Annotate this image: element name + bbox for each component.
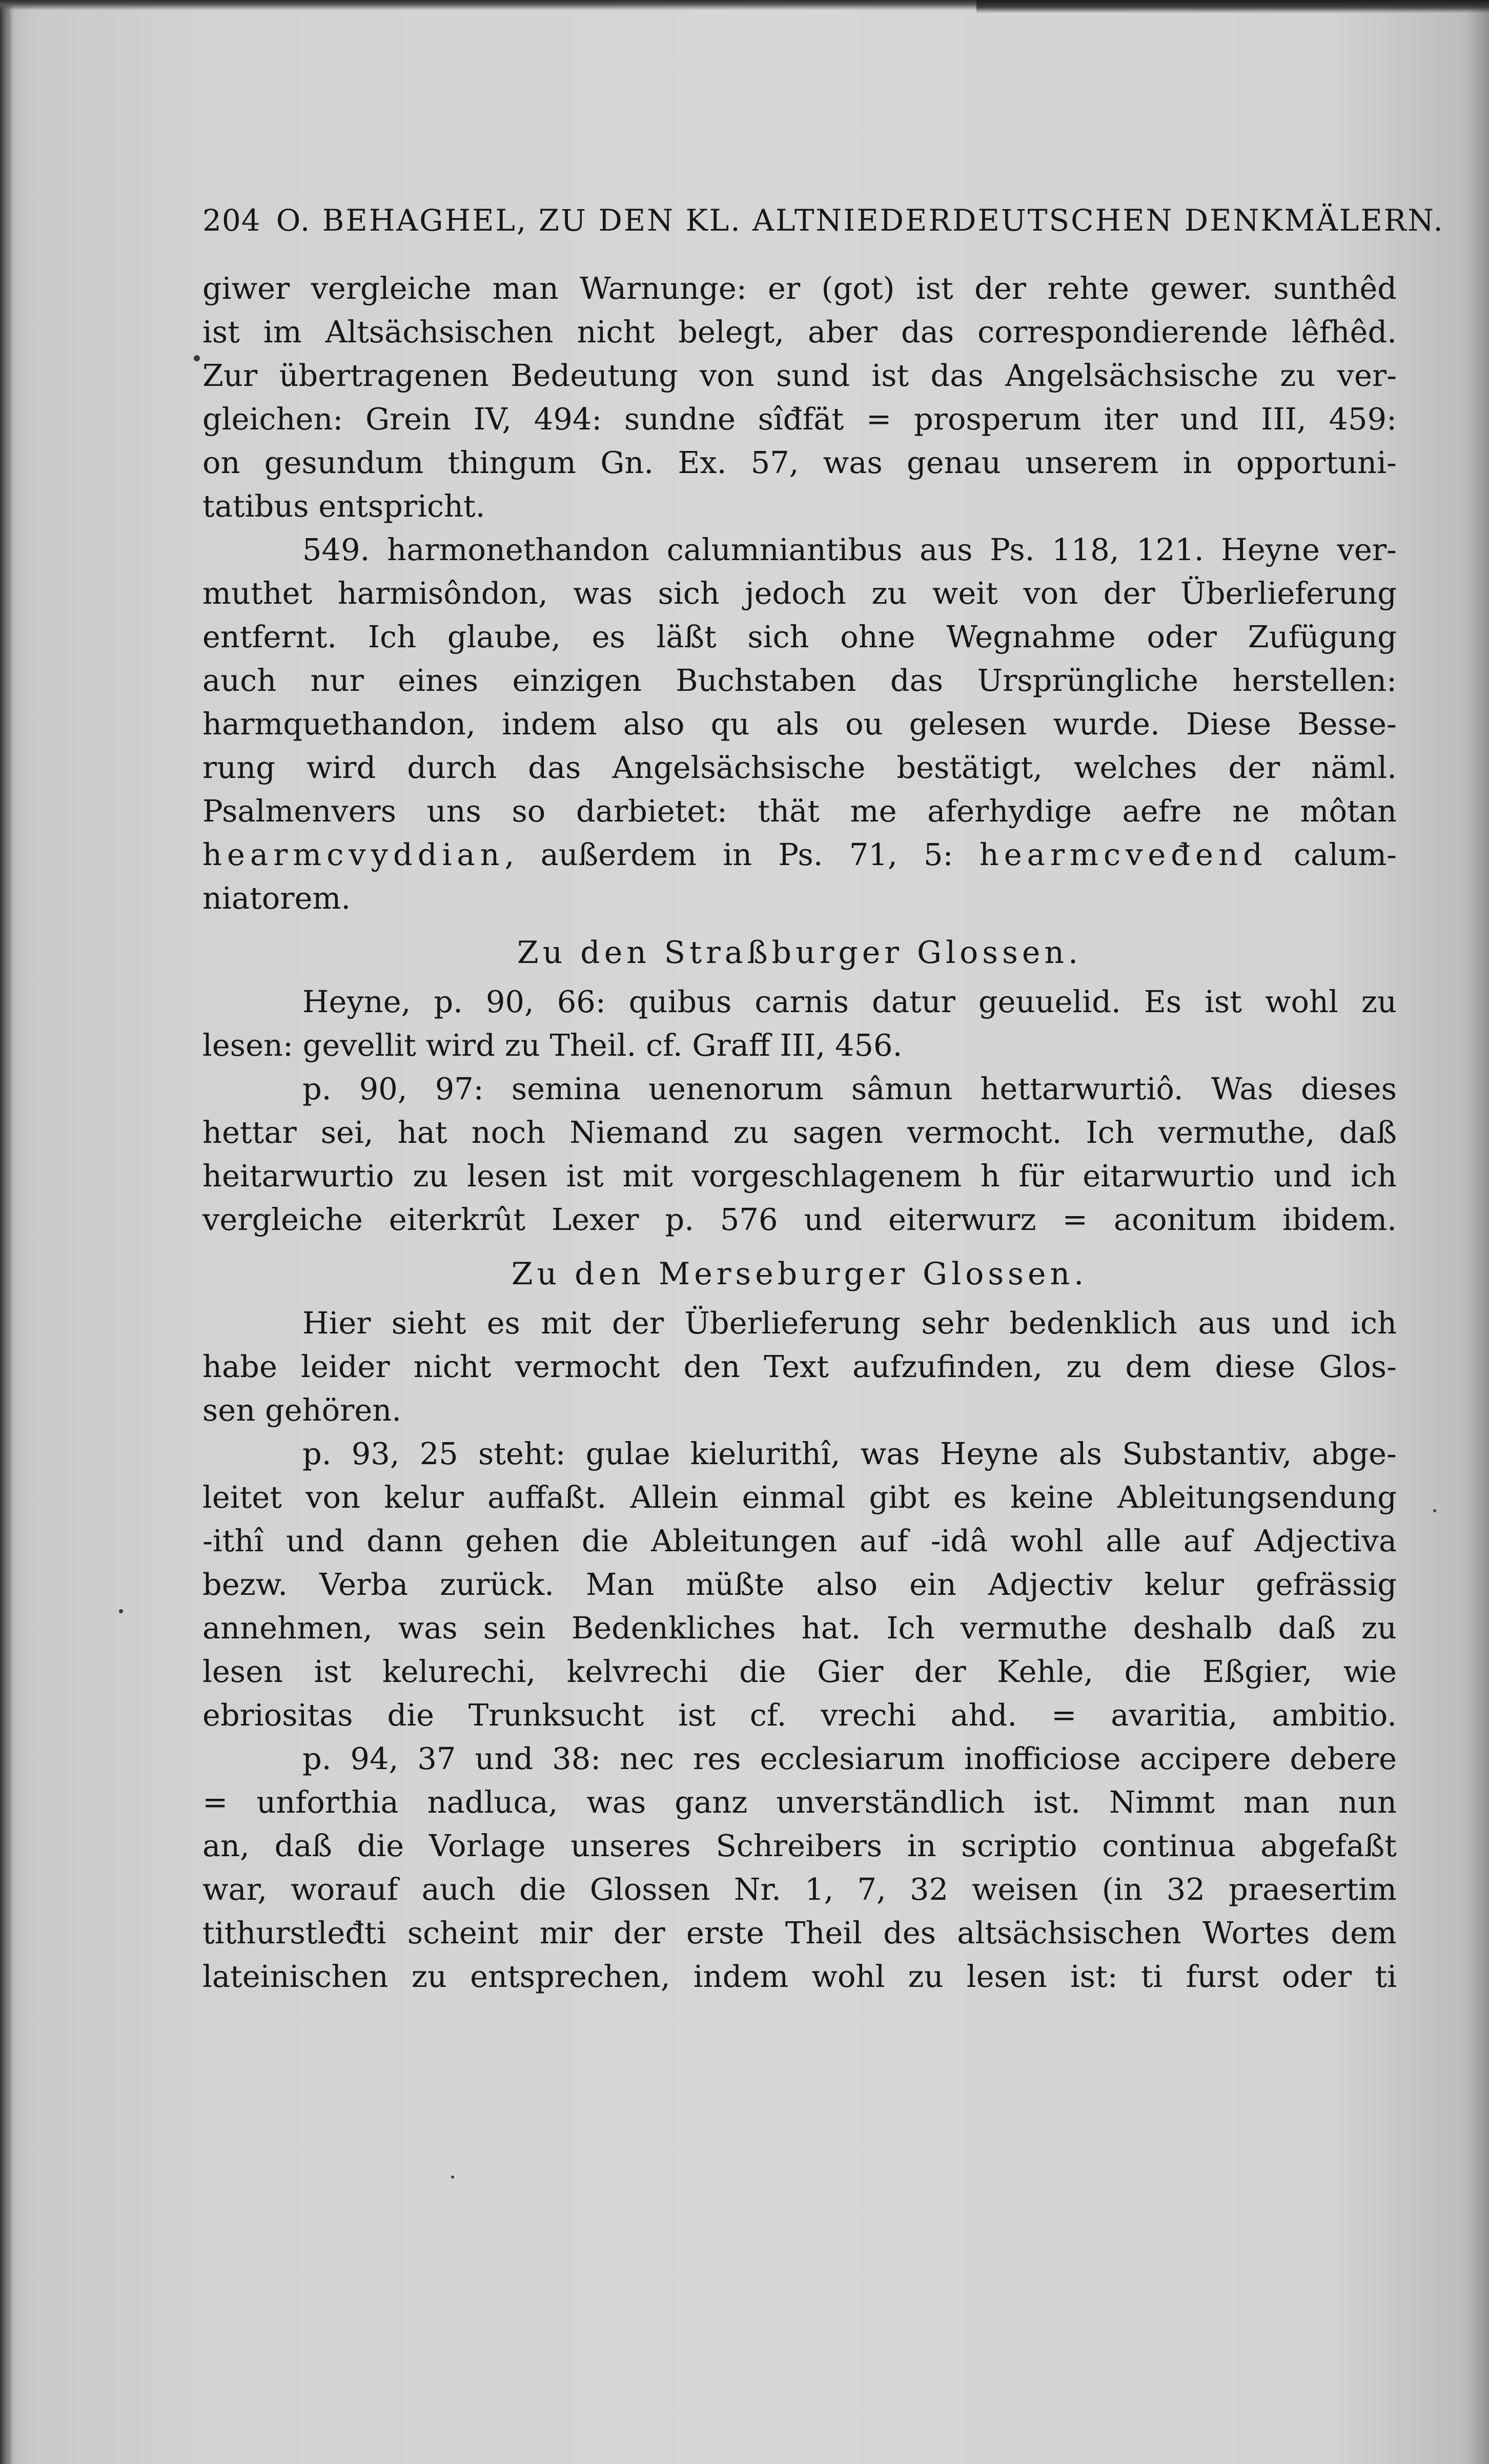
running-header xyxy=(202,200,1444,241)
text-line: ist im Altsächsischen nicht belegt, aber das correspondierende lêfhêd. xyxy=(202,314,1397,350)
text-line: gleichen: Grein IV, 494: sundne sîđfät = prosperum iter und III, 459: xyxy=(202,401,1397,437)
text-line: rung wird durch das Angelsächsische bestätigt, welches der näml. xyxy=(202,750,1397,785)
text-line: giwer vergleiche man Warnunge: er (got) ist der rehte gewer. sunthêd xyxy=(202,271,1397,306)
page-number: 204 xyxy=(202,203,261,238)
scan-speck xyxy=(1433,1509,1436,1512)
text-line: = unforthia nadluca, was ganz unverständlich ist. Nimmt man nun xyxy=(202,1784,1397,1820)
body-text xyxy=(202,266,1397,1998)
text-line: Zur übertragenen Bedeutung von sund ist das Angelsächsische zu ver- xyxy=(202,358,1397,393)
text-line: Psalmenvers uns so darbietet: thät me aferhydige aefre ne môtan xyxy=(202,793,1397,829)
text-line: annehmen, was sein Bedenkliches hat. Ich vermuthe deshalb daß zu xyxy=(202,1610,1397,1646)
text-line: p. 90, 97: semina uenenorum sâmun hettarwurtiô. Was dieses xyxy=(302,1071,1397,1106)
spaced-term: hearmcvyddian xyxy=(202,837,505,872)
scan-top-edge xyxy=(0,0,1489,10)
text-line: auch nur eines einzigen Buchstaben das Ursprüngliche herstellen: xyxy=(202,663,1397,698)
text-line: Hier sieht es mit der Überlieferung sehr bedenklich aus und ich xyxy=(302,1305,1397,1341)
text-line-mixed xyxy=(202,833,1397,876)
section-heading: Zu den Straßburger Glossen. xyxy=(517,935,1083,971)
text-line: Heyne, p. 90, 66: quibus carnis datur geuuelid. Es ist wohl zu xyxy=(302,984,1397,1019)
text-line: lateinischen zu entsprechen, indem wohl zu lesen ist: ti furst oder ti xyxy=(202,1959,1397,1994)
text-line: tatibus entspricht. xyxy=(202,488,485,524)
text-line: habe leider nicht vermocht den Text aufzufinden, zu dem diese Glos- xyxy=(202,1349,1397,1384)
text-segment: calum- xyxy=(1267,837,1397,872)
section-heading: Zu den Merseburger Glossen. xyxy=(511,1256,1088,1292)
scan-speck xyxy=(119,1609,123,1613)
text-line: an, daß die Vorlage unseres Schreibers in scriptio continua abgefaßt xyxy=(202,1828,1397,1863)
text-line: muthet harmisôndon, was sich jedoch zu weit von der Überlieferung xyxy=(202,576,1397,611)
text-line: war, worauf auch die Glossen Nr. 1, 7, 32 weisen (in 32 praesertim xyxy=(202,1872,1397,1907)
text-line: niatorem. xyxy=(202,880,351,916)
text-line: entfernt. Ich glaube, es läßt sich ohne Wegnahme oder Zufügung xyxy=(202,619,1397,654)
text-line: lesen ist kelurechi, kelvrechi die Gier der Kehle, die Eßgier, wie xyxy=(202,1654,1397,1689)
scan-speck xyxy=(451,2175,454,2179)
text-line: ebriositas die Trunksucht ist cf. vrechi ahd. = avaritia, ambitio. xyxy=(202,1697,1397,1733)
spacer xyxy=(202,1241,1397,1247)
text-line: sen gehören. xyxy=(202,1392,402,1428)
book-page xyxy=(202,200,1444,1998)
text-line: -ithî und dann gehen die Ableitungen auf -idâ wohl alle auf Adjectiva xyxy=(202,1523,1397,1558)
text-line: p. 94, 37 und 38: nec res ecclesiarum inofficiose accipere debere xyxy=(302,1741,1397,1776)
text-line: heitarwurtio zu lesen ist mit vorgeschlagenem h für eitarwurtio und ich xyxy=(202,1158,1397,1194)
text-line: p. 93, 25 steht: gulae kielurithî, was Heyne als Substantiv, abge- xyxy=(302,1436,1397,1471)
spacer xyxy=(202,920,1397,926)
text-line: 549. harmonethandon calumniantibus aus Ps. 118, 121. Heyne ver- xyxy=(302,532,1397,567)
text-line: tithurstleđti scheint mir der erste Theil des altsächsischen Wortes dem xyxy=(202,1915,1397,1950)
text-line: bezw. Verba zurück. Man müßte also ein Adjectiv kelur gefrässig xyxy=(202,1567,1397,1602)
text-segment: , außerdem in Ps. 71, 5: xyxy=(504,837,980,872)
text-line: vergleiche eiterkrût Lexer p. 576 und eiterwurz = aconitum ibidem. xyxy=(202,1202,1397,1237)
text-line: on gesundum thingum Gn. Ex. 57, was genau unserem in opportuni- xyxy=(202,445,1397,480)
scan-speck xyxy=(194,355,200,361)
text-line: hettar sei, hat noch Niemand zu sagen vermocht. Ich vermuthe, daß xyxy=(202,1115,1397,1150)
spaced-term: hearmcveđend xyxy=(979,837,1268,872)
scan-left-edge xyxy=(0,0,11,2464)
text-line: leitet von kelur auffaßt. Allein einmal gibt es keine Ableitungsendung xyxy=(202,1480,1397,1515)
running-title: O. BEHAGHEL, ZU DEN KL. ALTNIEDERDEUTSCHEN DENKMÄLERN. xyxy=(276,203,1444,238)
text-line: harmquethandon, indem also qu als ou gelesen wurde. Diese Besse- xyxy=(202,706,1397,742)
text-line: lesen: gevellit wird zu Theil. cf. Graff III, 456. xyxy=(202,1028,903,1063)
